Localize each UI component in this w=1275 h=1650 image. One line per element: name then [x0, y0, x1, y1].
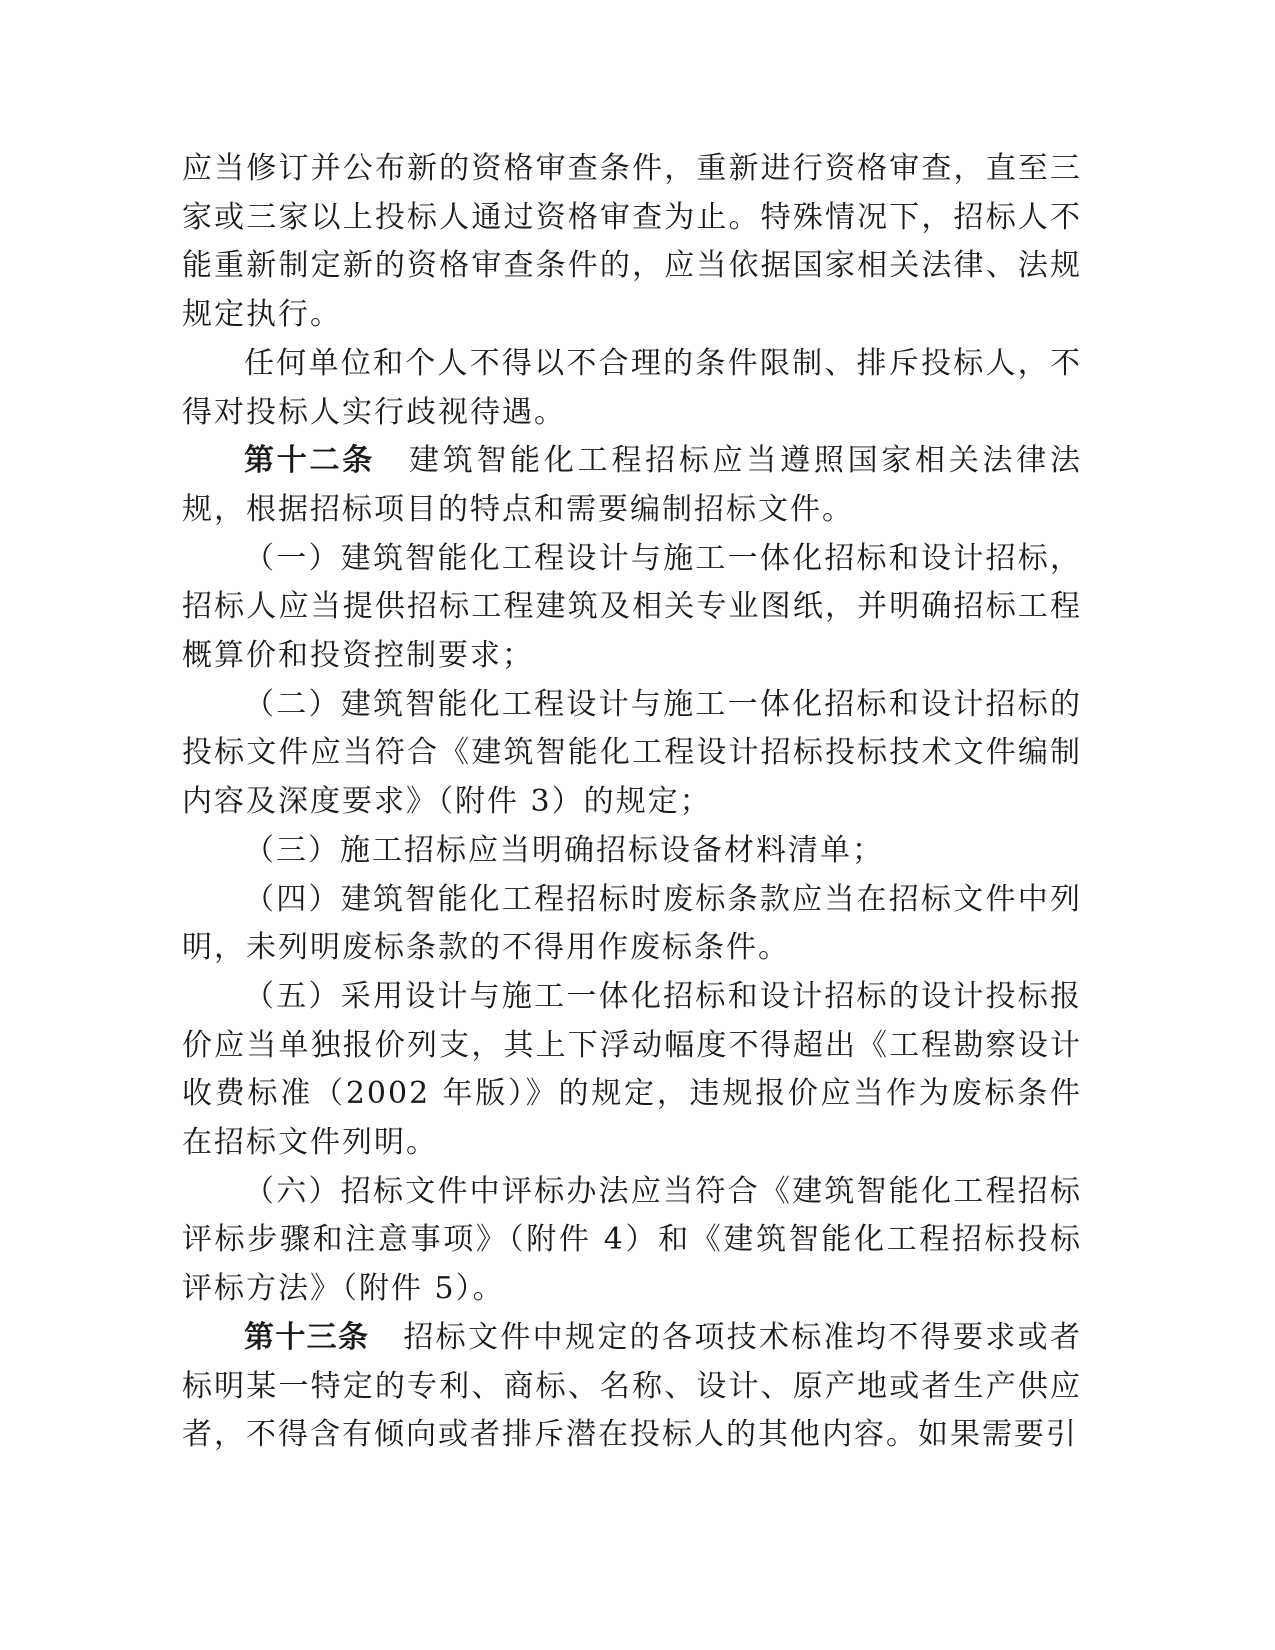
- paragraph-1: [182, 145, 1082, 340]
- article-12: [182, 437, 1082, 534]
- article-title: 第十三条: [244, 1319, 370, 1355]
- document-body: [182, 145, 1082, 1460]
- paragraph-text: （五）采用设计与施工一体化招标和设计招标的设计投标报价应当单独报价列支，其上下浮动幅度不得超出《工程勘察设计收费标准（2002 年版）》的规定，违规报价应当作为废标条件在招标文件列明。: [182, 978, 1082, 1161]
- clause-4: [182, 876, 1082, 973]
- paragraph-text: 建筑智能化工程招标应当遵照国家相关法律法规，根据招标项目的特点和需要编制招标文件。: [182, 443, 1083, 527]
- paragraph-text: 应当修订并公布新的资格审查条件，重新进行资格审查，直至三家或三家以上投标人通过资格审查为止。特殊情况下，招标人不能重新制定新的资格审查条件的，应当依据国家相关法律、法规规定执行。: [182, 151, 1082, 333]
- article-13: [182, 1314, 1082, 1460]
- paragraph-text: 招标文件中规定的各项技术标准均不得要求或者标明某一特定的专利、商标、名称、设计、原产地或者生产供应者，不得含有倾向或者排斥潜在投标人的其他内容。如果需要引: [182, 1319, 1083, 1453]
- clause-2: [182, 681, 1082, 827]
- paragraph-2: [182, 340, 1082, 437]
- paragraph-text: （二）建筑智能化工程设计与施工一体化招标和设计招标的投标文件应当符合《建筑智能化工程设计招标投标技术文件编制内容及深度要求》（附件 3）的规定；: [182, 686, 1082, 820]
- paragraph-text: （六）招标文件中评标办法应当符合《建筑智能化工程招标评标步骤和注意事项》（附件 4）和《建筑智能化工程招标投标评标方法》（附件 5）。: [182, 1173, 1082, 1307]
- paragraph-text: 任何单位和个人不得以不合理的条件限制、排斥投标人，不得对投标人实行歧视待遇。: [182, 345, 1082, 430]
- paragraph-text: （三）施工招标应当明确招标设备材料清单；: [244, 832, 884, 868]
- clause-3: [182, 827, 1082, 876]
- paragraph-text: （四）建筑智能化工程招标时废标条款应当在招标文件中列明，未列明废标条款的不得用作废标条件。: [182, 881, 1082, 966]
- paragraph-text: （一）建筑智能化工程设计与施工一体化招标和设计招标，招标人应当提供招标工程建筑及相关专业图纸，并明确招标工程概算价和投资控制要求；: [182, 540, 1082, 674]
- clause-6: [182, 1168, 1082, 1314]
- clause-1: [182, 535, 1082, 681]
- clause-5: [182, 973, 1082, 1168]
- article-title: 第十二条: [244, 443, 375, 479]
